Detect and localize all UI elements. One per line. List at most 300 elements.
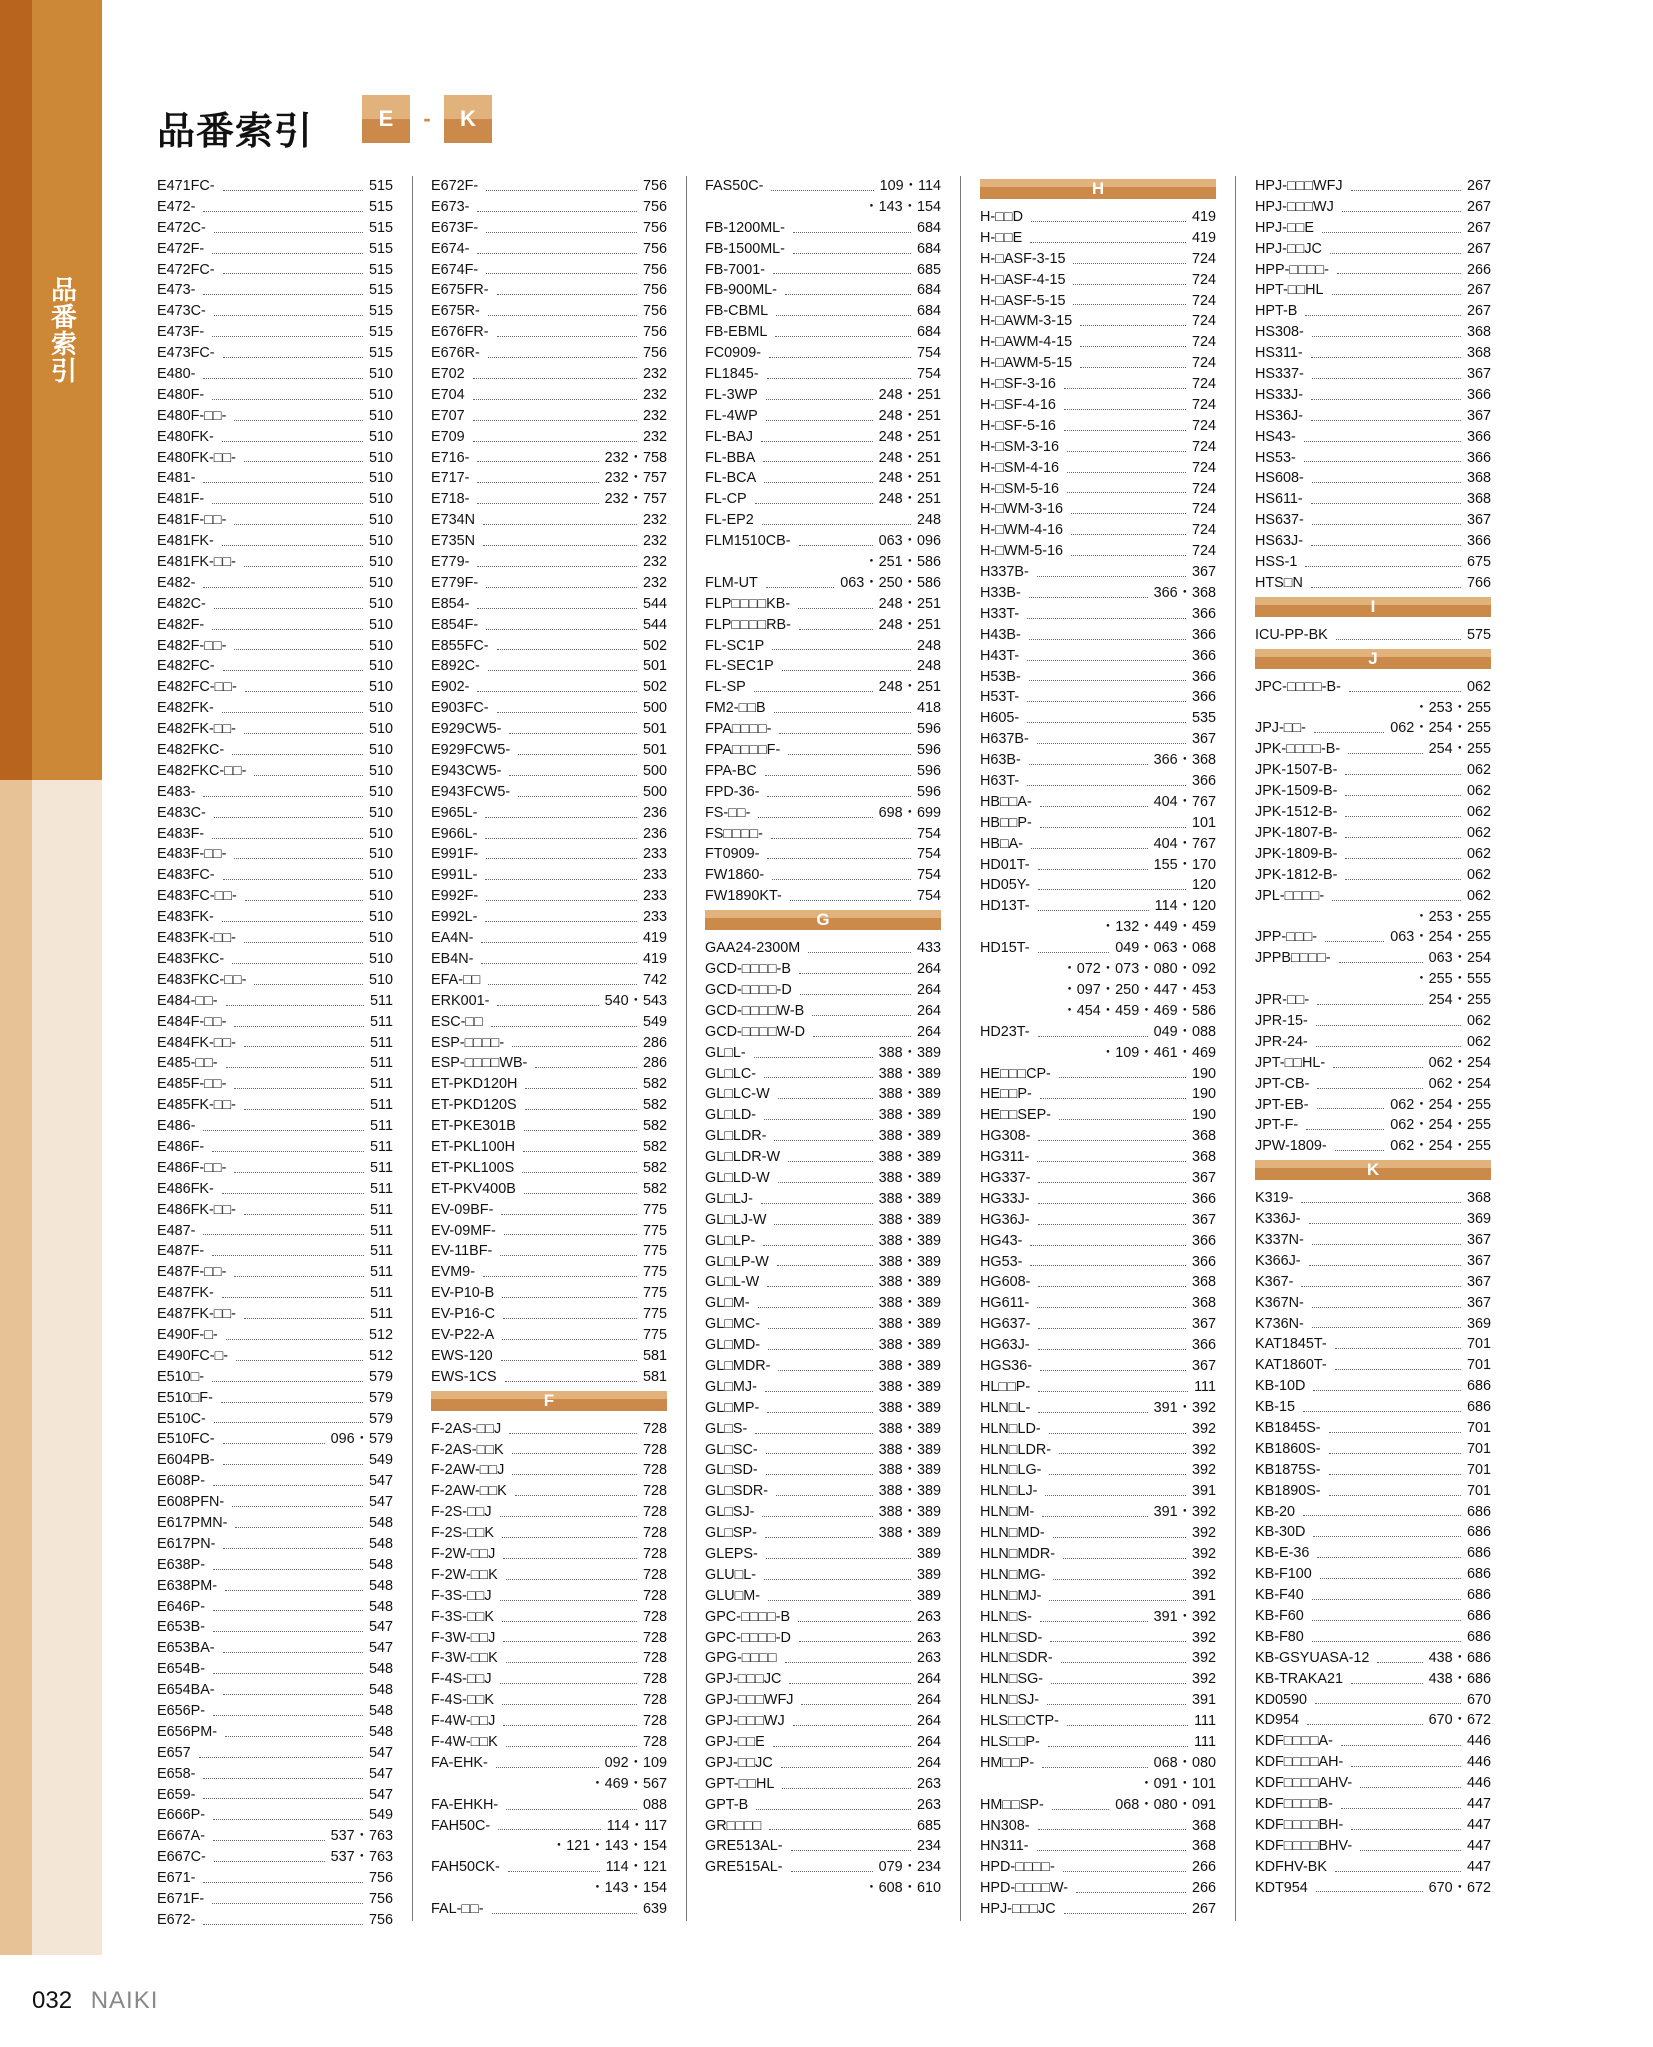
- leader-dots: [512, 1474, 637, 1475]
- page-reference: 366: [1466, 533, 1491, 550]
- index-entry: [1255, 510, 1491, 531]
- leader-dots: [1309, 1223, 1461, 1224]
- page-reference: 728: [642, 1525, 667, 1542]
- index-entry: [431, 636, 667, 657]
- part-number: FS-□□-: [705, 804, 751, 821]
- page-reference: 684: [916, 219, 941, 236]
- part-number: FB-7001-: [705, 261, 765, 278]
- part-number: JPL-□□□□-: [1255, 887, 1325, 904]
- page-reference: 548: [368, 1514, 393, 1531]
- page-reference: 511: [370, 1118, 393, 1135]
- part-number: GRE513AL-: [705, 1838, 783, 1855]
- page-reference: 264: [916, 1734, 941, 1750]
- part-number: FLP□□□□RB-: [705, 616, 791, 633]
- part-number: E654B-: [157, 1661, 205, 1678]
- index-entry: [980, 1753, 1216, 1774]
- index-entry: [157, 1868, 393, 1889]
- page-reference: 728: [642, 1629, 667, 1646]
- part-number: FL-SEC1P: [705, 658, 774, 675]
- index-entry: [431, 1481, 667, 1502]
- leader-dots: [212, 253, 363, 254]
- page-reference: 392: [1191, 1671, 1216, 1688]
- page-reference: 267: [1466, 219, 1491, 236]
- part-number: KDF□□□□AH-: [1255, 1754, 1344, 1771]
- index-entry: [157, 1576, 393, 1597]
- part-number: E485-□□-: [157, 1055, 218, 1072]
- leader-dots: [799, 1641, 911, 1642]
- part-number: E481F-□□-: [157, 512, 227, 529]
- leader-dots: [1311, 503, 1461, 504]
- page-reference: 511: [370, 1180, 393, 1197]
- leader-dots: [1038, 1182, 1186, 1183]
- index-entry: [157, 260, 393, 281]
- part-number: H-□SM-4-16: [980, 459, 1060, 476]
- part-number: K337N-: [1255, 1231, 1304, 1248]
- index-entry: [431, 1586, 667, 1607]
- leader-dots: [214, 232, 363, 233]
- part-number: HPJ-□□E: [1255, 219, 1314, 236]
- leader-dots: [254, 775, 363, 776]
- page-reference: 684: [916, 324, 941, 341]
- index-entry: [705, 1586, 941, 1607]
- page-reference: 088: [642, 1796, 667, 1813]
- index-entry: [705, 1231, 941, 1252]
- leader-dots: [1030, 242, 1186, 243]
- leader-dots: [1305, 566, 1461, 567]
- page-reference: 062: [1466, 824, 1491, 841]
- page-reference: 447: [1466, 1816, 1491, 1833]
- leader-dots: [1313, 1390, 1461, 1391]
- index-entry: [980, 1335, 1216, 1356]
- leader-dots: [798, 1621, 911, 1622]
- part-number: E902-: [431, 679, 470, 696]
- leader-dots: [203, 1924, 363, 1925]
- index-entry: [980, 1460, 1216, 1481]
- index-entry: [980, 1356, 1216, 1377]
- page-reference: 248・251: [878, 595, 941, 612]
- leader-dots: [497, 294, 637, 295]
- leader-dots: [764, 1579, 911, 1580]
- part-number: E482F-□□-: [157, 637, 227, 654]
- leader-dots: [518, 754, 637, 755]
- page-reference: 388・389: [878, 1065, 941, 1082]
- index-entry: [980, 938, 1216, 959]
- leader-dots: [1029, 639, 1186, 640]
- leader-dots: [512, 1453, 637, 1454]
- index-entry: [1255, 1857, 1491, 1878]
- part-number: HSS-1: [1255, 554, 1298, 571]
- part-number: HG63J-: [980, 1337, 1030, 1354]
- leader-dots: [799, 629, 873, 630]
- index-entry: [431, 1325, 667, 1346]
- index-entry: [431, 1262, 667, 1283]
- part-number: HG637-: [980, 1316, 1031, 1333]
- page-reference: 754: [916, 825, 941, 842]
- page-reference: 510: [368, 616, 393, 633]
- index-entry: [980, 249, 1216, 270]
- leader-dots: [225, 1736, 363, 1737]
- page-reference: 248・251: [878, 386, 941, 403]
- leader-dots: [525, 1109, 637, 1110]
- part-number: H43T-: [980, 647, 1020, 664]
- leader-dots: [755, 503, 873, 504]
- part-number: GL□LD-W: [705, 1169, 770, 1186]
- index-entry: [1255, 1230, 1491, 1251]
- page-reference: 248・251: [878, 470, 941, 487]
- leader-dots: [203, 587, 363, 588]
- page-reference: 701: [1466, 1461, 1491, 1478]
- index-entry: [157, 1889, 393, 1910]
- leader-dots: [523, 1151, 637, 1152]
- index-entry: [157, 928, 393, 949]
- leader-dots: [767, 1412, 872, 1413]
- leader-dots: [1320, 1578, 1461, 1579]
- page-reference: 548: [368, 1535, 393, 1552]
- part-number: JPT-CB-: [1255, 1075, 1310, 1092]
- index-entry: [431, 1116, 667, 1137]
- leader-dots: [1345, 774, 1461, 775]
- page-reference: 446: [1466, 1733, 1491, 1750]
- part-number: GLU□L-: [705, 1566, 757, 1583]
- leader-dots: [1059, 1453, 1186, 1454]
- page-reference: 511: [370, 1013, 393, 1030]
- page-reference: 511: [370, 1285, 393, 1302]
- part-number: E671F-: [157, 1891, 205, 1908]
- part-number: HLN□MD-: [980, 1525, 1045, 1542]
- leader-dots: [1332, 900, 1461, 901]
- part-number: HG611-: [980, 1295, 1030, 1312]
- index-entry: [431, 468, 667, 489]
- page-reference: 388・389: [878, 1253, 941, 1270]
- leader-dots: [1322, 232, 1461, 233]
- section-header-j: J: [1255, 649, 1491, 669]
- part-number: FL-BAJ: [705, 428, 753, 445]
- leader-dots: [767, 858, 911, 859]
- part-number: E480FK-□□-: [157, 449, 236, 466]
- page-reference: 540・543: [604, 992, 667, 1009]
- part-number: HLS□□P-: [980, 1734, 1040, 1750]
- page-reference: 062: [1466, 845, 1491, 862]
- index-entry-continuation: ・454・459・469・586: [1062, 1002, 1216, 1019]
- part-number: E482FK-: [157, 700, 214, 717]
- index-entry: [1255, 1251, 1491, 1272]
- range-dash: -: [423, 106, 431, 131]
- leader-dots: [244, 733, 363, 734]
- page-reference: 510: [368, 554, 393, 571]
- index-entry: [1255, 1334, 1491, 1355]
- index-entry: [157, 1785, 393, 1806]
- page-reference: 062: [1466, 762, 1491, 779]
- index-entry: [157, 406, 393, 427]
- index-entry: [1255, 1293, 1491, 1314]
- index-entry: [431, 1753, 667, 1774]
- leader-dots: [509, 733, 637, 734]
- page-reference: 511: [370, 1201, 393, 1218]
- part-number: H-□WM-5-16: [980, 543, 1064, 560]
- index-entry: [705, 1816, 941, 1837]
- page-reference: 701: [1466, 1482, 1491, 1499]
- index-entry: [157, 824, 393, 845]
- part-number: F-4W-□□J: [431, 1713, 496, 1730]
- index-entry: [980, 646, 1216, 667]
- page-reference: 369: [1466, 1211, 1491, 1228]
- leader-dots: [754, 691, 873, 692]
- leader-dots: [1303, 1515, 1461, 1516]
- page-reference: 388・389: [878, 1295, 941, 1312]
- index-entry: [1255, 448, 1491, 469]
- index-entry: [980, 750, 1216, 771]
- index-entry: [705, 636, 941, 657]
- part-number: FA-EHKH-: [431, 1796, 499, 1813]
- part-number: GL□SD-: [705, 1462, 758, 1479]
- index-entry: [705, 938, 941, 959]
- leader-dots: [776, 315, 911, 316]
- leader-dots: [500, 1255, 637, 1256]
- leader-dots: [506, 1809, 637, 1810]
- index-entry: [1255, 844, 1491, 865]
- index-entry: [157, 573, 393, 594]
- leader-dots: [1071, 513, 1186, 514]
- part-number: HPJ-□□□WFJ: [1255, 177, 1343, 194]
- part-number: FB-1200ML-: [705, 219, 785, 236]
- page-reference: 547: [368, 1619, 393, 1636]
- index-entry: [705, 1105, 941, 1126]
- leader-dots: [1059, 1077, 1186, 1078]
- index-entry: [157, 531, 393, 552]
- index-entry: [705, 1523, 941, 1544]
- part-number: E487FK-: [157, 1285, 214, 1302]
- leader-dots: [774, 1224, 872, 1225]
- leader-dots: [774, 712, 911, 713]
- part-number: HE□□□CP-: [980, 1065, 1051, 1082]
- page-reference: 510: [368, 428, 393, 445]
- index-entry: [157, 468, 393, 489]
- side-tab-label: 品 番 索 引: [50, 276, 77, 387]
- index-entry: [1255, 927, 1491, 948]
- page-reference: 062・254: [1428, 1054, 1491, 1071]
- page-reference: 724: [1191, 438, 1216, 455]
- part-number: HPT-B: [1255, 303, 1298, 320]
- index-entry: [1255, 1585, 1491, 1606]
- page-reference: 062・254・255: [1390, 1138, 1491, 1155]
- page-reference: 248・251: [878, 616, 941, 633]
- part-number: H63B-: [980, 752, 1021, 769]
- part-number: GL□L-: [705, 1044, 746, 1061]
- page-reference: 510: [368, 595, 393, 612]
- leader-dots: [1038, 1328, 1186, 1329]
- part-number: E482FKC-: [157, 742, 225, 759]
- index-entry: [980, 1857, 1216, 1878]
- index-entry: [1255, 1543, 1491, 1564]
- leader-dots: [473, 441, 637, 442]
- part-number: GL□SJ-: [705, 1504, 755, 1521]
- index-entry: [431, 594, 667, 615]
- column-divider: [960, 176, 961, 1921]
- part-number: F-2AW-□□K: [431, 1483, 507, 1500]
- leader-dots: [782, 1788, 911, 1789]
- index-entry: [431, 1732, 667, 1753]
- page-reference: 724: [1191, 271, 1216, 288]
- index-entry: [157, 1179, 393, 1200]
- index-entry: [1255, 260, 1491, 281]
- page-reference: 404・767: [1153, 835, 1216, 852]
- index-entry: [157, 1367, 393, 1388]
- leader-dots: [203, 1130, 364, 1131]
- leader-dots: [777, 1265, 873, 1266]
- part-number: E657: [157, 1744, 191, 1761]
- page-reference: 114・121: [605, 1859, 667, 1876]
- part-number: FW1860-: [705, 867, 765, 884]
- leader-dots: [1038, 1203, 1186, 1204]
- part-number: E483FK-□□-: [157, 930, 236, 947]
- page-reference: 366: [1191, 668, 1216, 685]
- page-reference: 232・757: [604, 491, 667, 508]
- part-number: E483C-: [157, 804, 206, 821]
- page-reference: 537・763: [330, 1828, 393, 1845]
- leader-dots: [1038, 1140, 1186, 1141]
- part-number: H-□AWM-4-15: [980, 334, 1073, 351]
- part-number: E667C-: [157, 1849, 206, 1866]
- part-number: E903FC-: [431, 700, 489, 717]
- page-reference: 724: [1191, 292, 1216, 309]
- leader-dots: [1038, 889, 1186, 890]
- index-entry: [980, 1836, 1216, 1857]
- index-entry: [157, 1680, 393, 1701]
- part-number: HL□□P-: [980, 1378, 1031, 1395]
- leader-dots: [524, 1193, 637, 1194]
- index-entry: [1255, 1209, 1491, 1230]
- part-number: GCD-□□□□-B: [705, 961, 791, 978]
- leader-dots: [488, 357, 637, 358]
- part-number: EV-11BF-: [431, 1243, 493, 1260]
- page-reference: 264: [916, 1692, 941, 1709]
- leader-dots: [212, 336, 363, 337]
- index-entry: [705, 1628, 941, 1649]
- index-column-3: [705, 176, 941, 1899]
- index-entry: [980, 437, 1216, 458]
- part-number: E484F-□□-: [157, 1013, 227, 1030]
- index-entry: [157, 740, 393, 761]
- index-entry: [431, 782, 667, 803]
- index-entry: [980, 1607, 1216, 1628]
- page-reference: 248: [916, 512, 941, 529]
- part-number: FB-EBML: [705, 324, 768, 341]
- leader-dots: [801, 1704, 911, 1705]
- page-reference: 724: [1191, 480, 1216, 497]
- part-number: F-3S-□□J: [431, 1587, 492, 1604]
- leader-dots: [232, 754, 363, 755]
- leader-dots: [222, 441, 363, 442]
- index-entry: [980, 1816, 1216, 1837]
- index-entry: [705, 1481, 941, 1502]
- index-entry: [980, 1189, 1216, 1210]
- page-reference: 686: [1466, 1399, 1491, 1416]
- index-entry: [157, 448, 393, 469]
- index-entry: [705, 406, 941, 427]
- page-reference: 724: [1191, 334, 1216, 351]
- part-number: ICU-PP-BK: [1255, 626, 1328, 643]
- part-number: E991F-: [431, 846, 479, 863]
- leader-dots: [1335, 1369, 1461, 1370]
- page-reference: 062: [1466, 804, 1491, 821]
- page-reference: 511: [370, 1264, 393, 1281]
- index-entry: [431, 176, 667, 197]
- index-entry: [431, 364, 667, 385]
- part-number: GL□LP-: [705, 1232, 756, 1249]
- index-entry: [1255, 1627, 1491, 1648]
- index-entry: [1255, 218, 1491, 239]
- part-number: H-□WM-4-16: [980, 522, 1064, 539]
- leader-dots: [222, 1297, 364, 1298]
- leader-dots: [486, 273, 637, 274]
- page-reference: 232: [642, 512, 667, 529]
- index-entry: [705, 1460, 941, 1481]
- page-reference: 388・389: [878, 1441, 941, 1458]
- leader-dots: [1067, 451, 1186, 452]
- leader-dots: [1341, 1745, 1461, 1746]
- page-reference: 728: [642, 1545, 667, 1562]
- index-entry: [431, 970, 667, 991]
- leader-dots: [1038, 869, 1148, 870]
- part-number: GL□L-W: [705, 1274, 760, 1291]
- leader-dots: [1304, 461, 1461, 462]
- leader-dots: [812, 1015, 911, 1016]
- part-number: JPR-□□-: [1255, 992, 1310, 1009]
- index-entry: [157, 970, 393, 991]
- page-reference: 728: [642, 1671, 667, 1688]
- page-reference: 263: [916, 1796, 941, 1813]
- page-reference: 254・255: [1428, 741, 1491, 758]
- leader-dots: [776, 1495, 873, 1496]
- part-number: GLEPS-: [705, 1545, 758, 1562]
- leader-dots: [213, 1610, 363, 1611]
- leader-dots: [779, 733, 911, 734]
- index-entry: [431, 1304, 667, 1325]
- part-number: GPJ-□□□WFJ: [705, 1692, 794, 1709]
- index-entry: [1255, 280, 1491, 301]
- index-entry: [980, 353, 1216, 374]
- index-entry: [157, 1597, 393, 1618]
- index-entry: [705, 1836, 941, 1857]
- part-number: E659-: [157, 1786, 196, 1803]
- index-entry: [1255, 1136, 1491, 1157]
- part-number: KD0590: [1255, 1691, 1308, 1708]
- page-reference: 264: [916, 981, 941, 998]
- index-entry: [157, 1409, 393, 1430]
- part-number: E483FKC-□□-: [157, 971, 247, 988]
- leader-dots: [1351, 1683, 1423, 1684]
- page-reference: 388・389: [878, 1316, 941, 1333]
- part-number: ET-PKL100H: [431, 1138, 515, 1155]
- part-number: HLN□L-: [980, 1399, 1031, 1416]
- part-number: GPG-□□□□: [705, 1650, 777, 1667]
- index-entry: [705, 1022, 941, 1043]
- leader-dots: [766, 1474, 873, 1475]
- range-end-badge: K: [444, 95, 492, 143]
- part-number: E471FC-: [157, 177, 215, 194]
- page-reference: 368: [1466, 324, 1491, 341]
- page-reference: 547: [368, 1494, 393, 1511]
- leader-dots: [766, 399, 873, 400]
- leader-dots: [1317, 1557, 1461, 1558]
- page-reference: 728: [642, 1608, 667, 1625]
- page-reference: 510: [368, 533, 393, 550]
- page-reference: 756: [368, 1870, 393, 1887]
- leader-dots: [1053, 1579, 1186, 1580]
- part-number: GL□LC-: [705, 1065, 757, 1082]
- index-entry: [1255, 1011, 1491, 1032]
- index-entry: [1255, 1794, 1491, 1815]
